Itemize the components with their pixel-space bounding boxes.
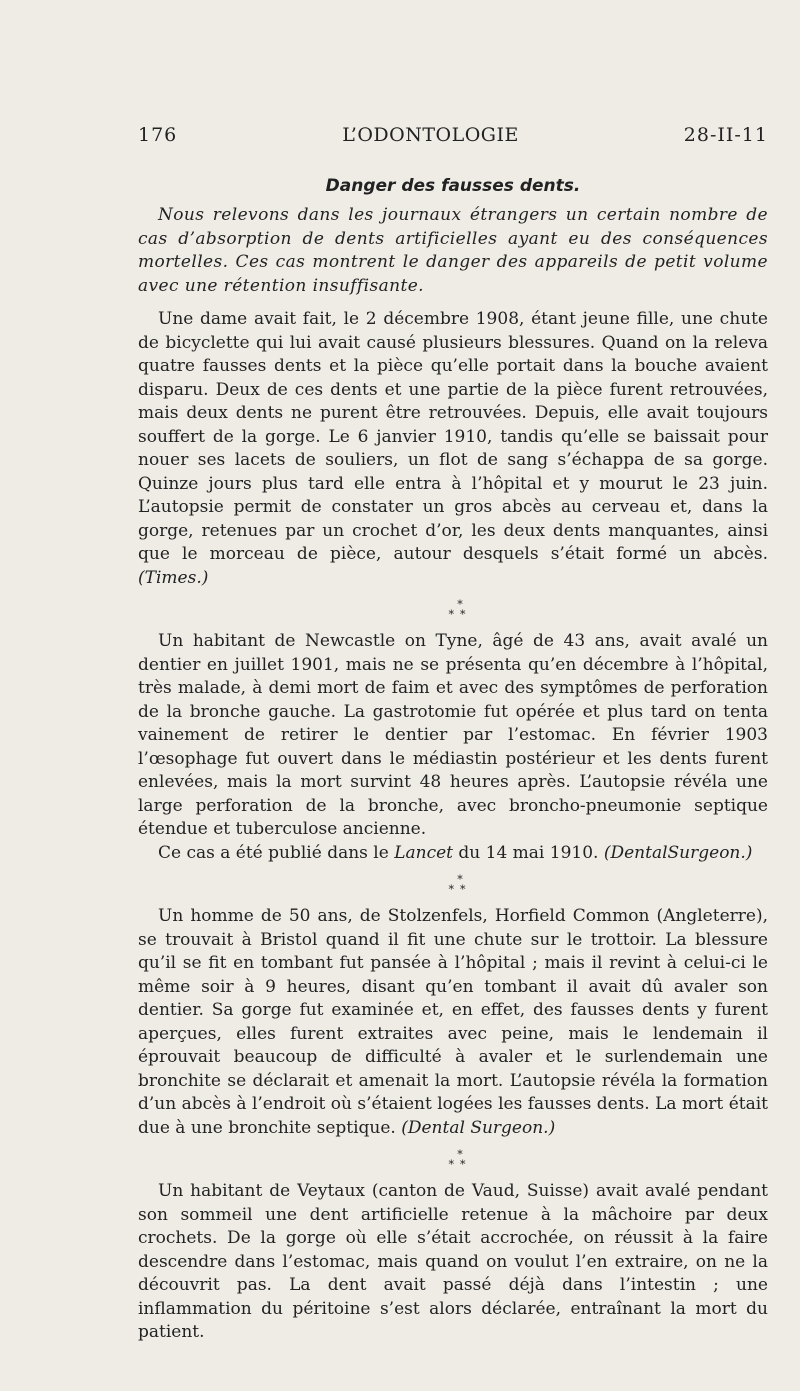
source-citation: (Dental Surgeon.) xyxy=(401,1117,556,1138)
source-citation: (Times.) xyxy=(138,567,209,588)
section-separator xyxy=(138,875,768,895)
separator-stars-bottom: ** xyxy=(448,608,472,621)
case-paragraph-3 xyxy=(138,905,768,1140)
article-title: Danger des fausses dents. xyxy=(325,176,581,196)
case-paragraph-1 xyxy=(138,308,768,590)
issue-date: 28-II-11 xyxy=(683,124,768,146)
case-text: Un habitant de Veytaux (canton de Vaud, Suisse) avait avalé pendant son sommeil une dent artificielle retenue à la mâchoire par deux crochets. De la gorge où elle s’était accrochée, on réussit à la faire descendre dans l’estomac, mais quand on voulut l’en extraire, on ne la découvrit pas. La dent avait passé déjà dans l’intestin ; une inflammation du péritoine s’est alors déclarée, entraînant la mort du patient. xyxy=(138,1181,768,1342)
separator-star-top: * xyxy=(457,598,463,611)
case-text: Un habitant de Newcastle on Tyne, âgé de 43 ans, avait avalé un dentier en juillet 1901, mais ne se présenta qu’en décembre à l’hôpital, très malade, à demi mort de faim et avec des symptômes de perforation de la bronche gauche. La gastrotomie fut opérée et plus tard on tenta vainement de retirer le dentier par l’estomac. En février 1903 l’œsophage fut ouvert dans le médiastin postérieur et les dents furent enlevées, mais la mort survint 48 heures après. L’autopsie révéla une large perforation de la bronche, avec broncho-pneumonie septique étendue et tuberculose ancienne. xyxy=(138,631,768,839)
publication-journal: Lancet xyxy=(394,842,453,863)
article-intro: Nous relevons dans les journaux étrangers un certain nombre de cas d’absorption de dents artificielles ayant eu des conséquences mortelles. Ces cas montrent le danger des appareils de petit volume avec une rétention insuffisante. xyxy=(138,205,768,296)
case-paragraph-4 xyxy=(138,1180,768,1345)
publication-date: du 14 mai 1910. xyxy=(458,842,599,863)
publication-note xyxy=(138,842,768,866)
page-number: 176 xyxy=(138,124,178,146)
separator-stars-bottom: ** xyxy=(448,883,472,896)
source-citation: (DentalSurgeon.) xyxy=(603,842,753,863)
separator-star-top: * xyxy=(457,873,463,886)
case-paragraph-2 xyxy=(138,630,768,842)
section-separator xyxy=(138,600,768,620)
section-separator xyxy=(138,1150,768,1170)
separator-stars-bottom: ** xyxy=(448,1158,472,1171)
running-header xyxy=(138,124,768,146)
separator-star-top: * xyxy=(457,1148,463,1161)
publication-text: Ce cas a été publié dans le xyxy=(158,842,389,863)
case-text: Une dame avait fait, le 2 décembre 1908, étant jeune fille, une chute de bicyclette qui lui avait causé plusieurs blessures. Quand on la releva quatre fausses dents et la pièce qu’elle portait dans la bouche avaient disparu. Deux de ces dents et une partie de la pièce furent retrouvées, mais deux dents ne purent être retrouvées. Depuis, elle avait toujours souffert de la gorge. Le 6 janvier 1910, tandis qu’elle se baissait pour nouer ses lacets de souliers, un flot de sang s’échappa de sa gorge. Quinze jours plus tard elle entra à l’hôpital et y mourut le 23 juin. L’autopsie permit de constater un gros abcès au cerveau et, dans la gorge, retenues par un crochet d’or, les deux dents manquantes, ainsi que le morceau de pièce, autour desquels s’était formé un abcès. xyxy=(138,309,768,564)
journal-title: L’ODONTOLOGIE xyxy=(342,124,519,146)
case-text: Un homme de 50 ans, de Stolzenfels, Horfield Common (Angleterre), se trouvait à Bristol quand il fit une chute sur le trottoir. La blessure qu’il se fit en tombant fut pansée à l’hôpital ; mais il revint à celui-ci le même soir à 9 heures, disant qu’en tombant il avait dû avaler son dentier. Sa gorge fut examinée et, en effet, des fausses dents y furent aperçues, elles furent extraites avec peine, mais le lendemain il éprouvait beaucoup de difficulté à avaler et le surlendemain une bronchite se déclarait et amenait la mort. L’autopsie révéla la formation d’un abcès à l’endroit où s’étaient logées les fausses dents. La mort était due à une bronchite septique. xyxy=(138,906,768,1138)
